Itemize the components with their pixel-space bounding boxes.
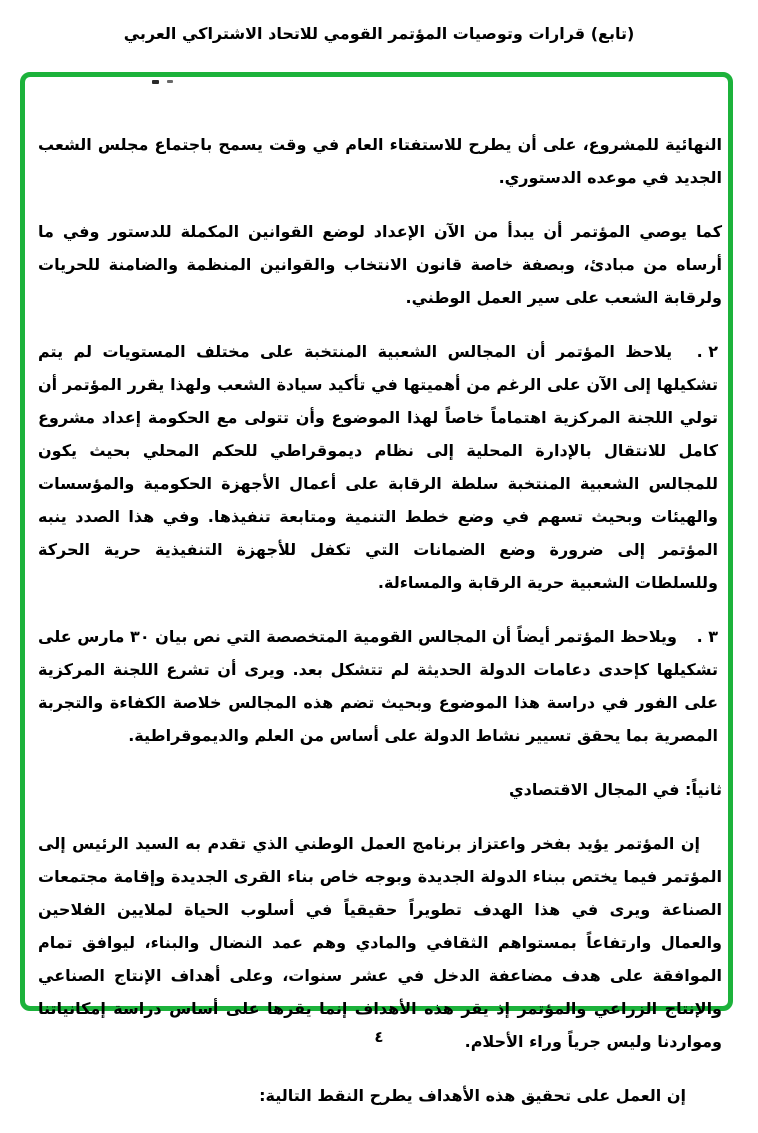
page-number: ٤: [374, 1028, 384, 1046]
paragraph-continuation: [38, 128, 722, 194]
scan-artifact: [152, 80, 159, 84]
paragraph-text: ويلاحظ المؤتمر أيضاً أن المجالس القومية المتخصصة التي نص بيان ٣٠ مارس على تشكيلها كإحدى دعامات الدولة الحديثة لم تتشكل بعد. ويرى أن تشرع اللجنة المركزية على الفور في دراسة هذا الموضوع وبحيث تضم هذه المجالس خلاصة الكفاءة والتجربة المصرية بما يحقق تسيير نشاط الدولة على أساس من العلم والديموقراطية.: [38, 627, 718, 745]
numbered-item-3: [38, 620, 722, 752]
paragraph-closing: [38, 1079, 722, 1112]
paragraph-text: يلاحظ المؤتمر أن المجالس الشعبية المنتخبة على مختلف المستويات لم يتم تشكيلها إلى الآن على الرغم من أهميتها في تأكيد سيادة الشعب ولهذا يقرر المؤتمر أن تولي اللجنة المركزية اهتماماً خاصاً لهذا الموضوع وأن تتولى مع الحكومة إعداد مشروع كامل للانتقال بالإدارة المحلية إلى نظام ديموقراطي للحكم المحلي بحيث يكون للمجالس الشعبية المنتخبة سلطة الرقابة على أعمال الأجهزة الحكومية والمؤسسات والهيئات وبحيث تسهم في وضع خطط التنمية ومتابعة تنفيذها. وفي هذا الصدد ينبه المؤتمر إلى ضرورة وضع الضمانات التي تكفل للأجهزة التنفيذية حرية الحركة وللسلطات الشعبية حرية الرقابة والمساءلة.: [38, 342, 718, 592]
paragraph-text: النهائية للمشروع، على أن يطرح للاستفتاء العام في وقت يسمح باجتماع مجلس الشعب الجديد في موعده الدستوري.: [38, 135, 722, 187]
paragraph-text: كما يوصي المؤتمر أن يبدأ من الآن الإعداد لوضع القوانين المكملة للدستور وفي ما أرساه من مبادئ، وبصفة خاصة قانون الانتخاب والقوانين المنظمة والضامنة للحريات ولرقابة الشعب على سير العمل الوطني.: [38, 222, 722, 307]
paragraph-recommendation: [38, 215, 722, 314]
paragraph-text: إن المؤتمر يؤيد بفخر واعتزاز برنامج العمل الوطني الذي تقدم به السيد الرئيس إلى المؤتمر فيما يختص ببناء الدولة الجديدة وبوجه خاص بناء القرى الجديدة وإقامة مجتمعات الصناعة ويرى في هذا الهدف تطويراً حقيقياً في أسلوب الحياة لملايين الفلاحين والعمال وارتفاعاً بمستواهم الثقافي والمادي وهم عمد النضال والبناء، ليوافق تمام الموافقة على هدف مضاعفة الدخل في عشر سنوات، وعلى أهداف الإنتاج الصناعي والإنتاج الزراعي والمؤتمر إذ يقر هذه الأهداف إنما يقرها على أساس دراسة إمكانياتنا ومواردنا وليس جرياً وراء الأحلام.: [38, 834, 722, 1051]
document-body: [38, 128, 722, 1133]
item-marker: ٣ .: [696, 627, 719, 646]
section-heading-economic: ثانياً: في المجال الاقتصادي: [508, 780, 722, 799]
item-marker: ٢ .: [696, 342, 718, 361]
paragraph-text: إن العمل على تحقيق هذه الأهداف يطرح النقط التالية:: [259, 1086, 686, 1105]
paragraph-national-program: [38, 827, 722, 1058]
page-header-title: (تابع) قرارات وتوصيات المؤتمر القومي للاتحاد الاشتراكي العربي: [123, 24, 635, 43]
numbered-item-2: [38, 335, 722, 599]
scan-artifact: [167, 80, 173, 83]
